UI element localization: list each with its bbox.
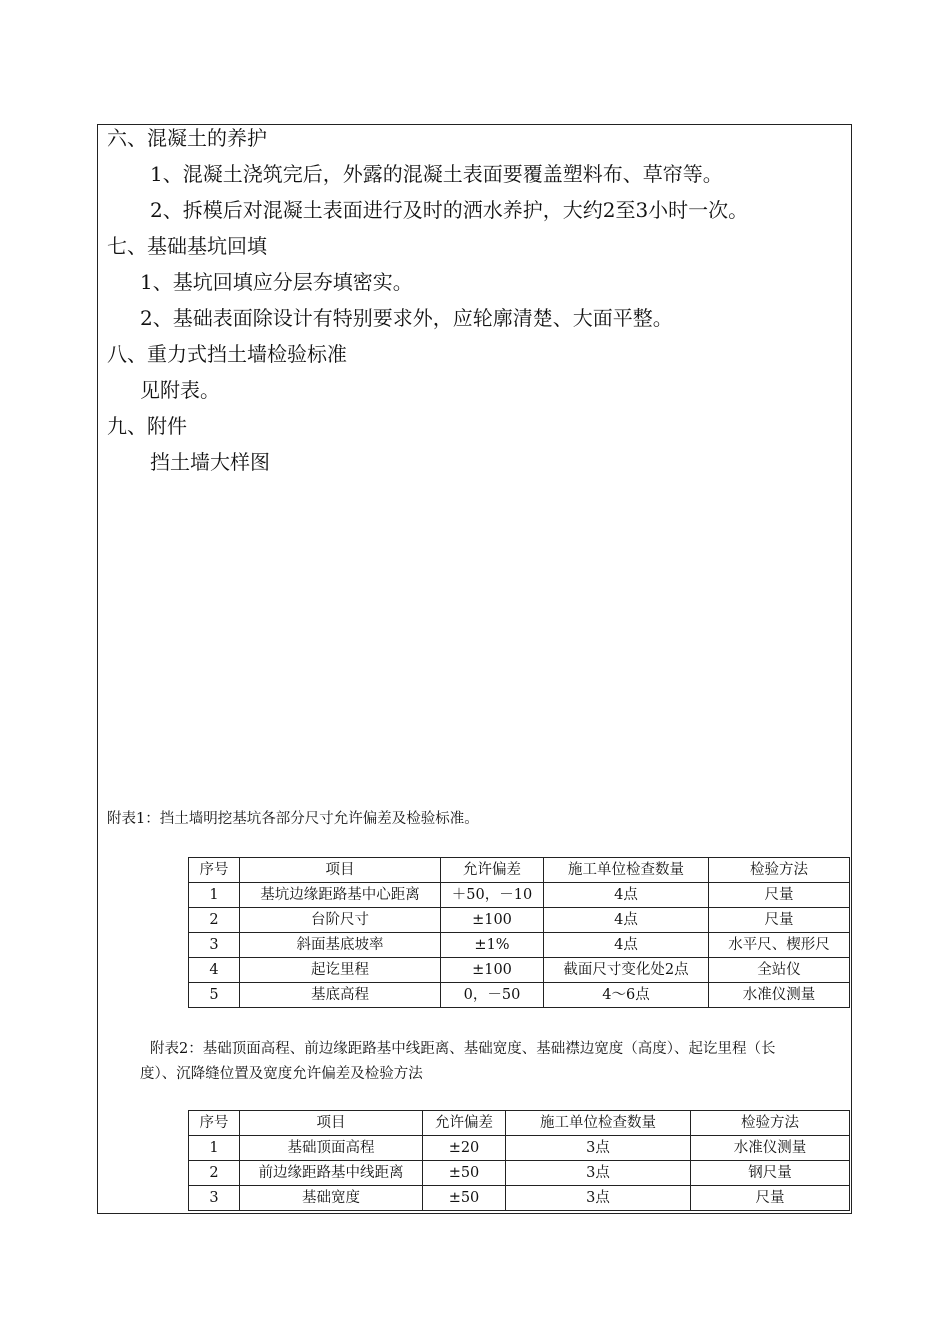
table-cell: 3: [189, 933, 240, 958]
table-cell: 钢尺量: [691, 1161, 850, 1186]
header-cell: 项目: [240, 858, 441, 883]
header-cell: 检验方法: [691, 1111, 850, 1136]
table-cell: 4: [189, 958, 240, 983]
table-2: [188, 1110, 850, 1211]
header-cell: 序号: [189, 858, 240, 883]
section-heading-9: 九、附件: [107, 414, 187, 438]
section-heading-6: 六、混凝土的养护: [107, 126, 267, 150]
table-cell: 水准仪测量: [709, 983, 850, 1008]
table-cell: 4点: [544, 908, 709, 933]
table-cell: ±100: [441, 958, 544, 983]
table-row: [189, 908, 850, 933]
table-cell: 4点: [544, 883, 709, 908]
section-7-item-2: 2、基础表面除设计有特别要求外，应轮廓清楚、大面平整。: [140, 306, 673, 330]
table-cell: ±20: [423, 1136, 506, 1161]
section-6-item-1: 1、混凝土浇筑完后，外露的混凝土表面要覆盖塑料布、草帘等。: [150, 162, 723, 186]
table-row: [189, 883, 850, 908]
header-cell: 施工单位检查数量: [544, 858, 709, 883]
table-cell: 4点: [544, 933, 709, 958]
table-cell: 尺量: [709, 908, 850, 933]
table-cell: 截面尺寸变化处2点: [544, 958, 709, 983]
section-heading-7: 七、基础基坑回填: [107, 234, 267, 258]
header-cell: 检验方法: [709, 858, 850, 883]
header-cell: 允许偏差: [423, 1111, 506, 1136]
header-cell: 允许偏差: [441, 858, 544, 883]
table-cell: 1: [189, 1136, 240, 1161]
table-row: [189, 933, 850, 958]
table-cell: ±100: [441, 908, 544, 933]
table-cell: 水平尺、楔形尺: [709, 933, 850, 958]
header-cell: 项目: [240, 1111, 423, 1136]
section-heading-8: 八、重力式挡土墙检验标准: [107, 342, 347, 366]
table-cell: 起讫里程: [240, 958, 441, 983]
table-header-row: [189, 1111, 850, 1136]
header-cell: 序号: [189, 1111, 240, 1136]
section-9-item-1: 挡土墙大样图: [150, 450, 270, 474]
section-6-item-2: 2、拆模后对混凝土表面进行及时的洒水养护，大约2至3小时一次。: [150, 198, 749, 222]
table-cell: 0，－50: [441, 983, 544, 1008]
table-cell: 斜面基底坡率: [240, 933, 441, 958]
table-row: [189, 958, 850, 983]
table-cell: 2: [189, 1161, 240, 1186]
table-row: [189, 1186, 850, 1211]
table-cell: 台阶尺寸: [240, 908, 441, 933]
section-7-item-1: 1、基坑回填应分层夯填密实。: [140, 270, 413, 294]
table-header-row: [189, 858, 850, 883]
table-cell: 水准仪测量: [691, 1136, 850, 1161]
table-cell: 4～6点: [544, 983, 709, 1008]
table-row: [189, 1161, 850, 1186]
table2-caption-line2: 度）、沉降缝位置及宽度允许偏差及检验方法: [140, 1066, 423, 1082]
table-1: [188, 857, 850, 1008]
table-cell: 基底高程: [240, 983, 441, 1008]
table-cell: 前边缘距路基中线距离: [240, 1161, 423, 1186]
table-cell: ＋50，－10: [441, 883, 544, 908]
table-cell: 2: [189, 908, 240, 933]
table-cell: 3点: [506, 1186, 691, 1211]
header-cell: 施工单位检查数量: [506, 1111, 691, 1136]
table-cell: 5: [189, 983, 240, 1008]
table-cell: 基础顶面高程: [240, 1136, 423, 1161]
table-cell: ±50: [423, 1161, 506, 1186]
table-cell: 3点: [506, 1136, 691, 1161]
table-cell: 3点: [506, 1161, 691, 1186]
table-row: [189, 983, 850, 1008]
table2-caption-line1: 附表2：基础顶面高程、前边缘距路基中线距离、基础宽度、基础襟边宽度（高度）、起讫里程（长: [150, 1041, 776, 1057]
table1-caption: 附表1：挡土墙明挖基坑各部分尺寸允许偏差及检验标准。: [107, 811, 479, 827]
table-cell: 基坑边缘距路基中心距离: [240, 883, 441, 908]
section-8-item-1: 见附表。: [140, 378, 220, 402]
table-cell: 3: [189, 1186, 240, 1211]
table-cell: 基础宽度: [240, 1186, 423, 1211]
table-cell: 尺量: [709, 883, 850, 908]
table-cell: 尺量: [691, 1186, 850, 1211]
table-row: [189, 1136, 850, 1161]
table-cell: ±1%: [441, 933, 544, 958]
table-cell: 1: [189, 883, 240, 908]
table-cell: 全站仪: [709, 958, 850, 983]
table-cell: ±50: [423, 1186, 506, 1211]
